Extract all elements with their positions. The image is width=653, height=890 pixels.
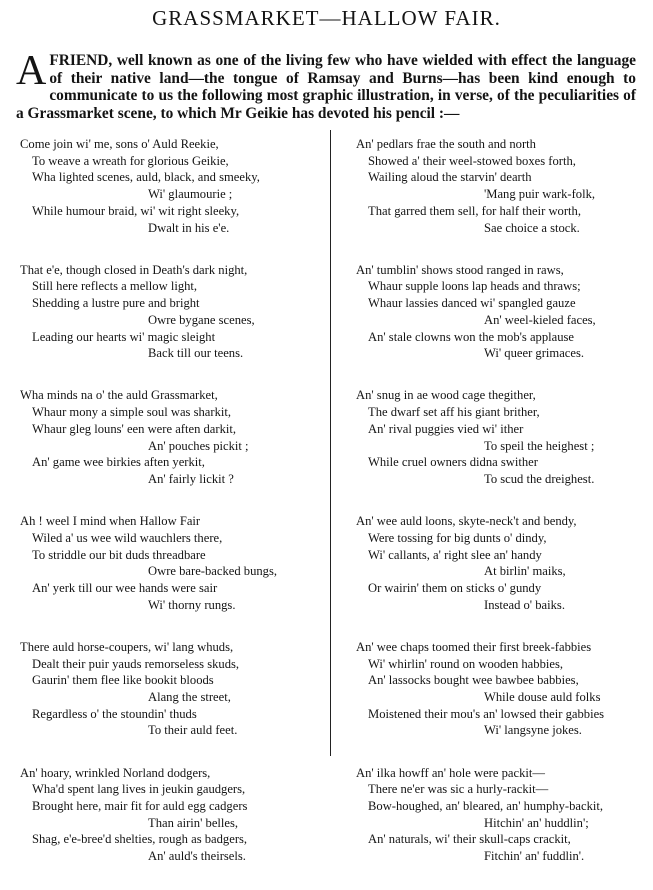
verse-line: Wi' langsyne jokes. bbox=[484, 723, 582, 738]
verse-line: An' lassocks bought wee bawbee babbies, bbox=[368, 673, 579, 688]
verse-line: Wha minds na o' the auld Grassmarket, bbox=[20, 388, 218, 403]
verse-line: Shag, e'e-bree'd shelties, rough as badgers, bbox=[32, 832, 248, 847]
verse-line: An' pouches pickit ; bbox=[148, 438, 249, 453]
verse-line: An' wee chaps toomed their first breek-fabbies bbox=[356, 639, 592, 654]
intro-paragraph bbox=[16, 48, 636, 122]
verse-line: There ne'er was sic a hurly-rackit— bbox=[368, 782, 549, 797]
verse-line: Instead o' baiks. bbox=[484, 597, 565, 612]
verse-line: 'Mang puir wark-folk, bbox=[484, 187, 596, 202]
stanza bbox=[20, 136, 325, 236]
column-divider bbox=[330, 130, 331, 756]
stanza bbox=[356, 639, 653, 739]
poem-title: GRASSMARKET—HALLOW FAIR. bbox=[152, 6, 501, 30]
stanza bbox=[20, 639, 325, 739]
verse-line: Owre bare-backed bungs, bbox=[148, 564, 278, 579]
intro-text: FRIEND, well known as one of the living few who have wielded with effect the language of their native land—the tongue of Ramsay and Burns—has been kind enough to communicate to us the following most graphic illustration, in verse, of the peculiarities of a Grassmarket scene, to which Mr Geikie has devoted his pencil :— bbox=[16, 52, 636, 122]
verse-line: Leading our hearts wi' magic sleight bbox=[32, 329, 216, 344]
stanza bbox=[20, 765, 325, 865]
verse-line: Were tossing for big dunts o' dindy, bbox=[368, 530, 547, 545]
verse-line: Wi' glaumourie ; bbox=[148, 187, 233, 202]
verse-line: An' rival puggies vied wi' ither bbox=[368, 421, 524, 436]
verse-line: Regardless o' the stoundin' thuds bbox=[32, 706, 197, 721]
verse-line: The dwarf set aff his giant brither, bbox=[368, 405, 540, 420]
verse-line: An' pedlars frae the south and north bbox=[356, 137, 536, 151]
verse-line: To their auld feet. bbox=[148, 723, 238, 738]
verse-line: While humour braid, wi' wit right sleeky, bbox=[32, 203, 240, 218]
verse-line: An' weel-kieled faces, bbox=[484, 312, 596, 327]
verse-line: Wi' queer grimaces. bbox=[484, 346, 585, 361]
stanza bbox=[356, 136, 653, 236]
verse-line: An' snug in ae wood cage thegither, bbox=[356, 388, 536, 403]
verse-line: There auld horse-coupers, wi' lang whuds, bbox=[20, 639, 234, 654]
stanza bbox=[356, 262, 653, 362]
verse-line: Owre bygane scenes, bbox=[148, 312, 255, 327]
verse-line: Wiled a' us wee wild wauchlers there, bbox=[32, 530, 223, 545]
verse-line: Than airin' belles, bbox=[148, 815, 239, 830]
verse-line: An' stale clowns won the mob's applause bbox=[368, 329, 575, 344]
verse-line: Sae choice a stock. bbox=[484, 220, 580, 235]
verse-line: An' tumblin' shows stood ranged in raws, bbox=[356, 262, 564, 277]
verse-line: An' naturals, wi' their skull-caps crackit, bbox=[368, 832, 571, 847]
verse-line: Wailing aloud the starvin' dearth bbox=[368, 170, 532, 185]
verse-line: To scud the dreighest. bbox=[484, 471, 595, 486]
verse-line: Back till our teens. bbox=[148, 346, 244, 361]
verse-line: Wi' callants, a' right slee an' handy bbox=[368, 547, 542, 562]
verse-line: Whaur supple loons lap heads and thraws; bbox=[368, 279, 581, 294]
drop-cap: A bbox=[16, 48, 47, 94]
verse-line: Dealt their puir yauds remorseless skuds, bbox=[32, 656, 240, 671]
stanza bbox=[20, 513, 325, 613]
verse-line: Showed a' their weel-stowed boxes forth, bbox=[368, 153, 576, 168]
verse-line: Whaur gleg louns' een were aften darkit, bbox=[32, 421, 237, 436]
verse-line: Whaur mony a simple soul was sharkit, bbox=[32, 405, 232, 420]
stanza bbox=[20, 387, 325, 487]
verse-line: Hitchin' an' huddlin'; bbox=[484, 815, 589, 830]
verse-line: Wha lighted scenes, auld, black, and smeeky, bbox=[32, 170, 260, 185]
verse-line: Or wairin' them on sticks o' gundy bbox=[368, 580, 542, 595]
verse-line: Shedding a lustre pure and bright bbox=[32, 296, 200, 311]
verse-line: An' yerk till our wee hands were sair bbox=[32, 580, 218, 595]
left-column bbox=[20, 136, 325, 890]
verse-line: Dwalt in his e'e. bbox=[148, 220, 230, 235]
verse-line: Alang the street, bbox=[148, 689, 231, 704]
verse-line: Wha'd spent lang lives in jeukin gaudgers, bbox=[32, 782, 246, 797]
verse-line: An' hoary, wrinkled Norland dodgers, bbox=[20, 765, 211, 780]
right-column bbox=[356, 136, 653, 890]
verse-line: Whaur lassies danced wi' spangled gauze bbox=[368, 296, 576, 311]
verse-line: An' game wee birkies aften yerkit, bbox=[32, 455, 205, 470]
stanza bbox=[20, 262, 325, 362]
verse-line: Wi' thorny rungs. bbox=[148, 597, 236, 612]
verse-line: Fitchin' an' fuddlin'. bbox=[484, 849, 585, 864]
verse-line: Come join wi' me, sons o' Auld Reekie, bbox=[20, 137, 219, 151]
verse-line: Gaurin' them flee like bookit bloods bbox=[32, 673, 214, 688]
verse-line: That e'e, though closed in Death's dark night, bbox=[20, 262, 248, 277]
verse-line: While cruel owners didna swither bbox=[368, 455, 538, 470]
verse-line: An' wee auld loons, skyte-neck't and bendy, bbox=[356, 514, 577, 529]
verse-line: An' ilka howff an' hole were packit— bbox=[356, 765, 545, 780]
stanza bbox=[356, 765, 653, 865]
verse-line: To speil the heighest ; bbox=[484, 438, 595, 453]
verse-line: That garred them sell, for half their worth, bbox=[368, 203, 581, 218]
verse-line: Moistened their mou's an' lowsed their gabbies bbox=[368, 706, 605, 721]
stanza bbox=[356, 387, 653, 487]
verse-line: To striddle our bit duds threadbare bbox=[32, 547, 206, 562]
verse-line: Bow-houghed, an' bleared, an' humphy-backit, bbox=[368, 799, 604, 813]
verse-line: Wi' whirlin' round on wooden habbies, bbox=[368, 656, 564, 671]
verse-line: While douse auld folks bbox=[484, 689, 601, 704]
verse-line: Brought here, mair fit for auld egg cadgers bbox=[32, 799, 248, 813]
verse-line: An' fairly lickit ? bbox=[148, 471, 234, 486]
verse-line: Ah ! weel I mind when Hallow Fair bbox=[20, 514, 201, 529]
stanza bbox=[356, 513, 653, 613]
verse-line: To weave a wreath for glorious Geikie, bbox=[32, 153, 229, 168]
verse-line: At birlin' maiks, bbox=[484, 564, 566, 579]
verse-line: An' auld's theirsels. bbox=[148, 849, 246, 864]
verse-line: Still here reflects a mellow light, bbox=[32, 279, 198, 294]
